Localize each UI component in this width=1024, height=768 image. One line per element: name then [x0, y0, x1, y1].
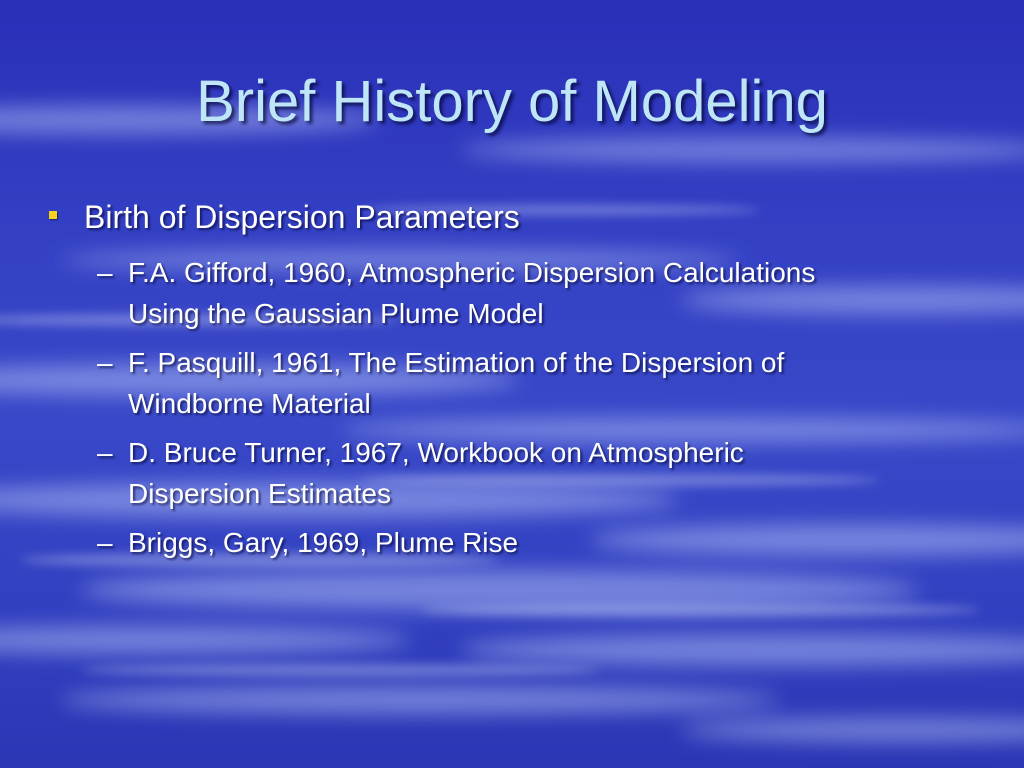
- sub-item-line: F.A. Gifford, 1960, Atmospheric Dispersion Calculations: [128, 257, 816, 288]
- sub-item-line: Dispersion Estimates: [128, 478, 391, 509]
- sub-item-line: Windborne Material: [128, 388, 371, 419]
- sub-item-text: [128, 432, 988, 514]
- sub-item-line: Briggs, Gary, 1969, Plume Rise: [128, 527, 519, 558]
- dash-marker: –: [97, 437, 113, 468]
- dash-marker: –: [97, 527, 113, 558]
- sub-item-text: [128, 522, 988, 563]
- dash-marker: –: [97, 347, 113, 378]
- sub-item-text: [128, 342, 988, 424]
- sub-item-line: Using the Gaussian Plume Model: [128, 298, 544, 329]
- sub-item-line: D. Bruce Turner, 1967, Workbook on Atmospheric: [128, 437, 744, 468]
- sub-item-text: [128, 252, 988, 334]
- bullet-text: Birth of Dispersion Parameters: [84, 199, 520, 235]
- sub-item-line: F. Pasquill, 1961, The Estimation of the Dispersion of: [128, 347, 785, 378]
- dash-marker: –: [97, 257, 113, 288]
- square-bullet-icon: [49, 211, 57, 219]
- slide-title: Brief History of Modeling: [196, 69, 828, 134]
